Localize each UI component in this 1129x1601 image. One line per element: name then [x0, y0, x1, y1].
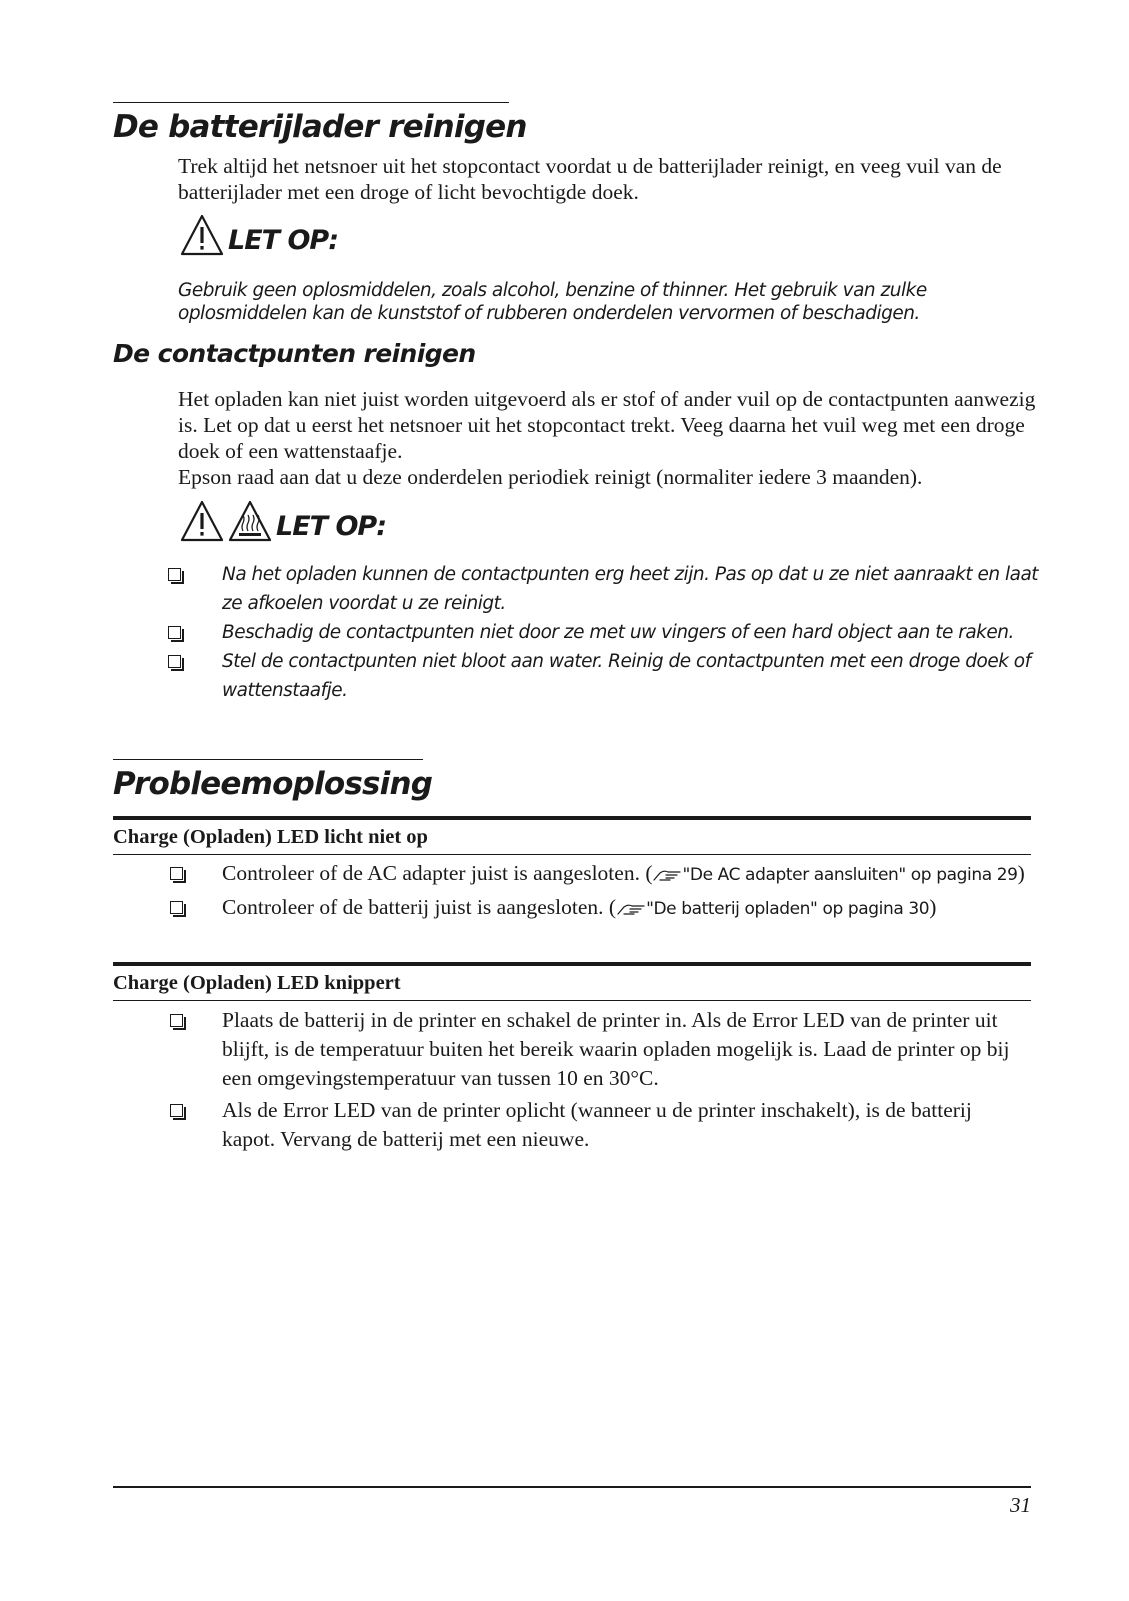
- table-list-led-off: [170, 859, 1030, 927]
- list-item: Stel de contactpunten niet bloot aan water. Reinig de contactpunten met een droge doek of wattenstaafje.: [168, 647, 1048, 705]
- pointing-hand-icon: [652, 867, 682, 883]
- warning-triangle-icon: [180, 500, 224, 542]
- section-title-contacts: De contactpunten reinigen: [113, 339, 476, 368]
- list-item: Als de Error LED van de printer oplicht (wanneer u de printer inschakelt), is de batterij kapot. Vervang de batterij met een nieuwe.: [170, 1096, 1030, 1154]
- caution-list: [168, 560, 1048, 705]
- caution-label: LET OP:: [228, 225, 339, 256]
- list-item: Controleer of de AC adapter juist is aangesloten. ( "De AC adapter aansluiten" op pagina 29): [170, 859, 1030, 890]
- list-item: Plaats de batterij in de printer en schakel de printer in. Als de Error LED van de printer uit blijft, is de temperatuur buiten het bereik waarin opladen mogelijk is. Laad de printer op bij een omgevingstemperatuur van tussen 10 en 30°C.: [170, 1006, 1030, 1093]
- bullet-box-icon: [170, 901, 183, 914]
- table-list-led-blinking: [170, 1006, 1030, 1157]
- table-header-led-blinking: Charge (Opladen) LED knippert: [113, 962, 1031, 1001]
- caution-label: LET OP:: [276, 511, 387, 542]
- section-title-troubleshooting: Probleemoplossing: [113, 759, 423, 804]
- caution-heading: [180, 214, 338, 256]
- cross-reference-link[interactable]: "De AC adapter aansluiten" op pagina 29: [682, 865, 1018, 885]
- bullet-box-icon: [168, 568, 181, 581]
- cross-reference-link[interactable]: "De batterij opladen" op pagina 30: [646, 899, 930, 919]
- footer-rule: [113, 1486, 1031, 1488]
- list-item: Controleer of de batterij juist is aangesloten. ( "De batterij opladen" op pagina 30): [170, 893, 1030, 924]
- section-body-contacts: Het opladen kan niet juist worden uitgevoerd als er stof of ander vuil op de contactpunten aanwezig is. Let op dat u eerst het netsnoer uit het stopcontact trekt. Veeg daarna het vuil weg met een droge doek of een wattenstaafje.: [178, 387, 1036, 463]
- bullet-box-icon: [168, 655, 181, 668]
- section-body-battery-charger: Trek altijd het netsnoer uit het stopcontact voordat u de batterijlader reinigt, en veeg vuil van de batterijlader met een droge of licht bevochtigde doek.: [178, 154, 1002, 204]
- bullet-box-icon: [170, 1104, 183, 1117]
- section-body-contacts-2: Epson raad aan dat u deze onderdelen periodiek reinigt (normaliter iedere 3 maanden).: [178, 465, 923, 489]
- bullet-box-icon: [170, 867, 183, 880]
- pointing-hand-icon: [616, 901, 646, 917]
- warning-triangle-icon: [180, 214, 224, 256]
- bullet-box-icon: [168, 626, 181, 639]
- table-header-led-off: Charge (Opladen) LED licht niet op: [113, 816, 1031, 855]
- caution-text: Gebruik geen oplosmiddelen, zoals alcohol, benzine of thinner. Het gebruik van zulke oplosmiddelen kan de kunststof of rubberen onderdelen vervormen of beschadigen.: [178, 280, 927, 324]
- list-item: Na het opladen kunnen de contactpunten erg heet zijn. Pas op dat u ze niet aanraakt en laat ze afkoelen voordat u ze reinigt.: [168, 560, 1048, 618]
- bullet-box-icon: [170, 1014, 183, 1027]
- caution-heading-hot: [180, 500, 386, 542]
- list-item: Beschadig de contactpunten niet door ze met uw vingers of een hard object aan te raken.: [168, 618, 1048, 647]
- section-title-battery-charger: De batterijlader reinigen: [113, 102, 509, 147]
- hot-surface-icon: [228, 500, 272, 542]
- page-number: 31: [1010, 1493, 1031, 1517]
